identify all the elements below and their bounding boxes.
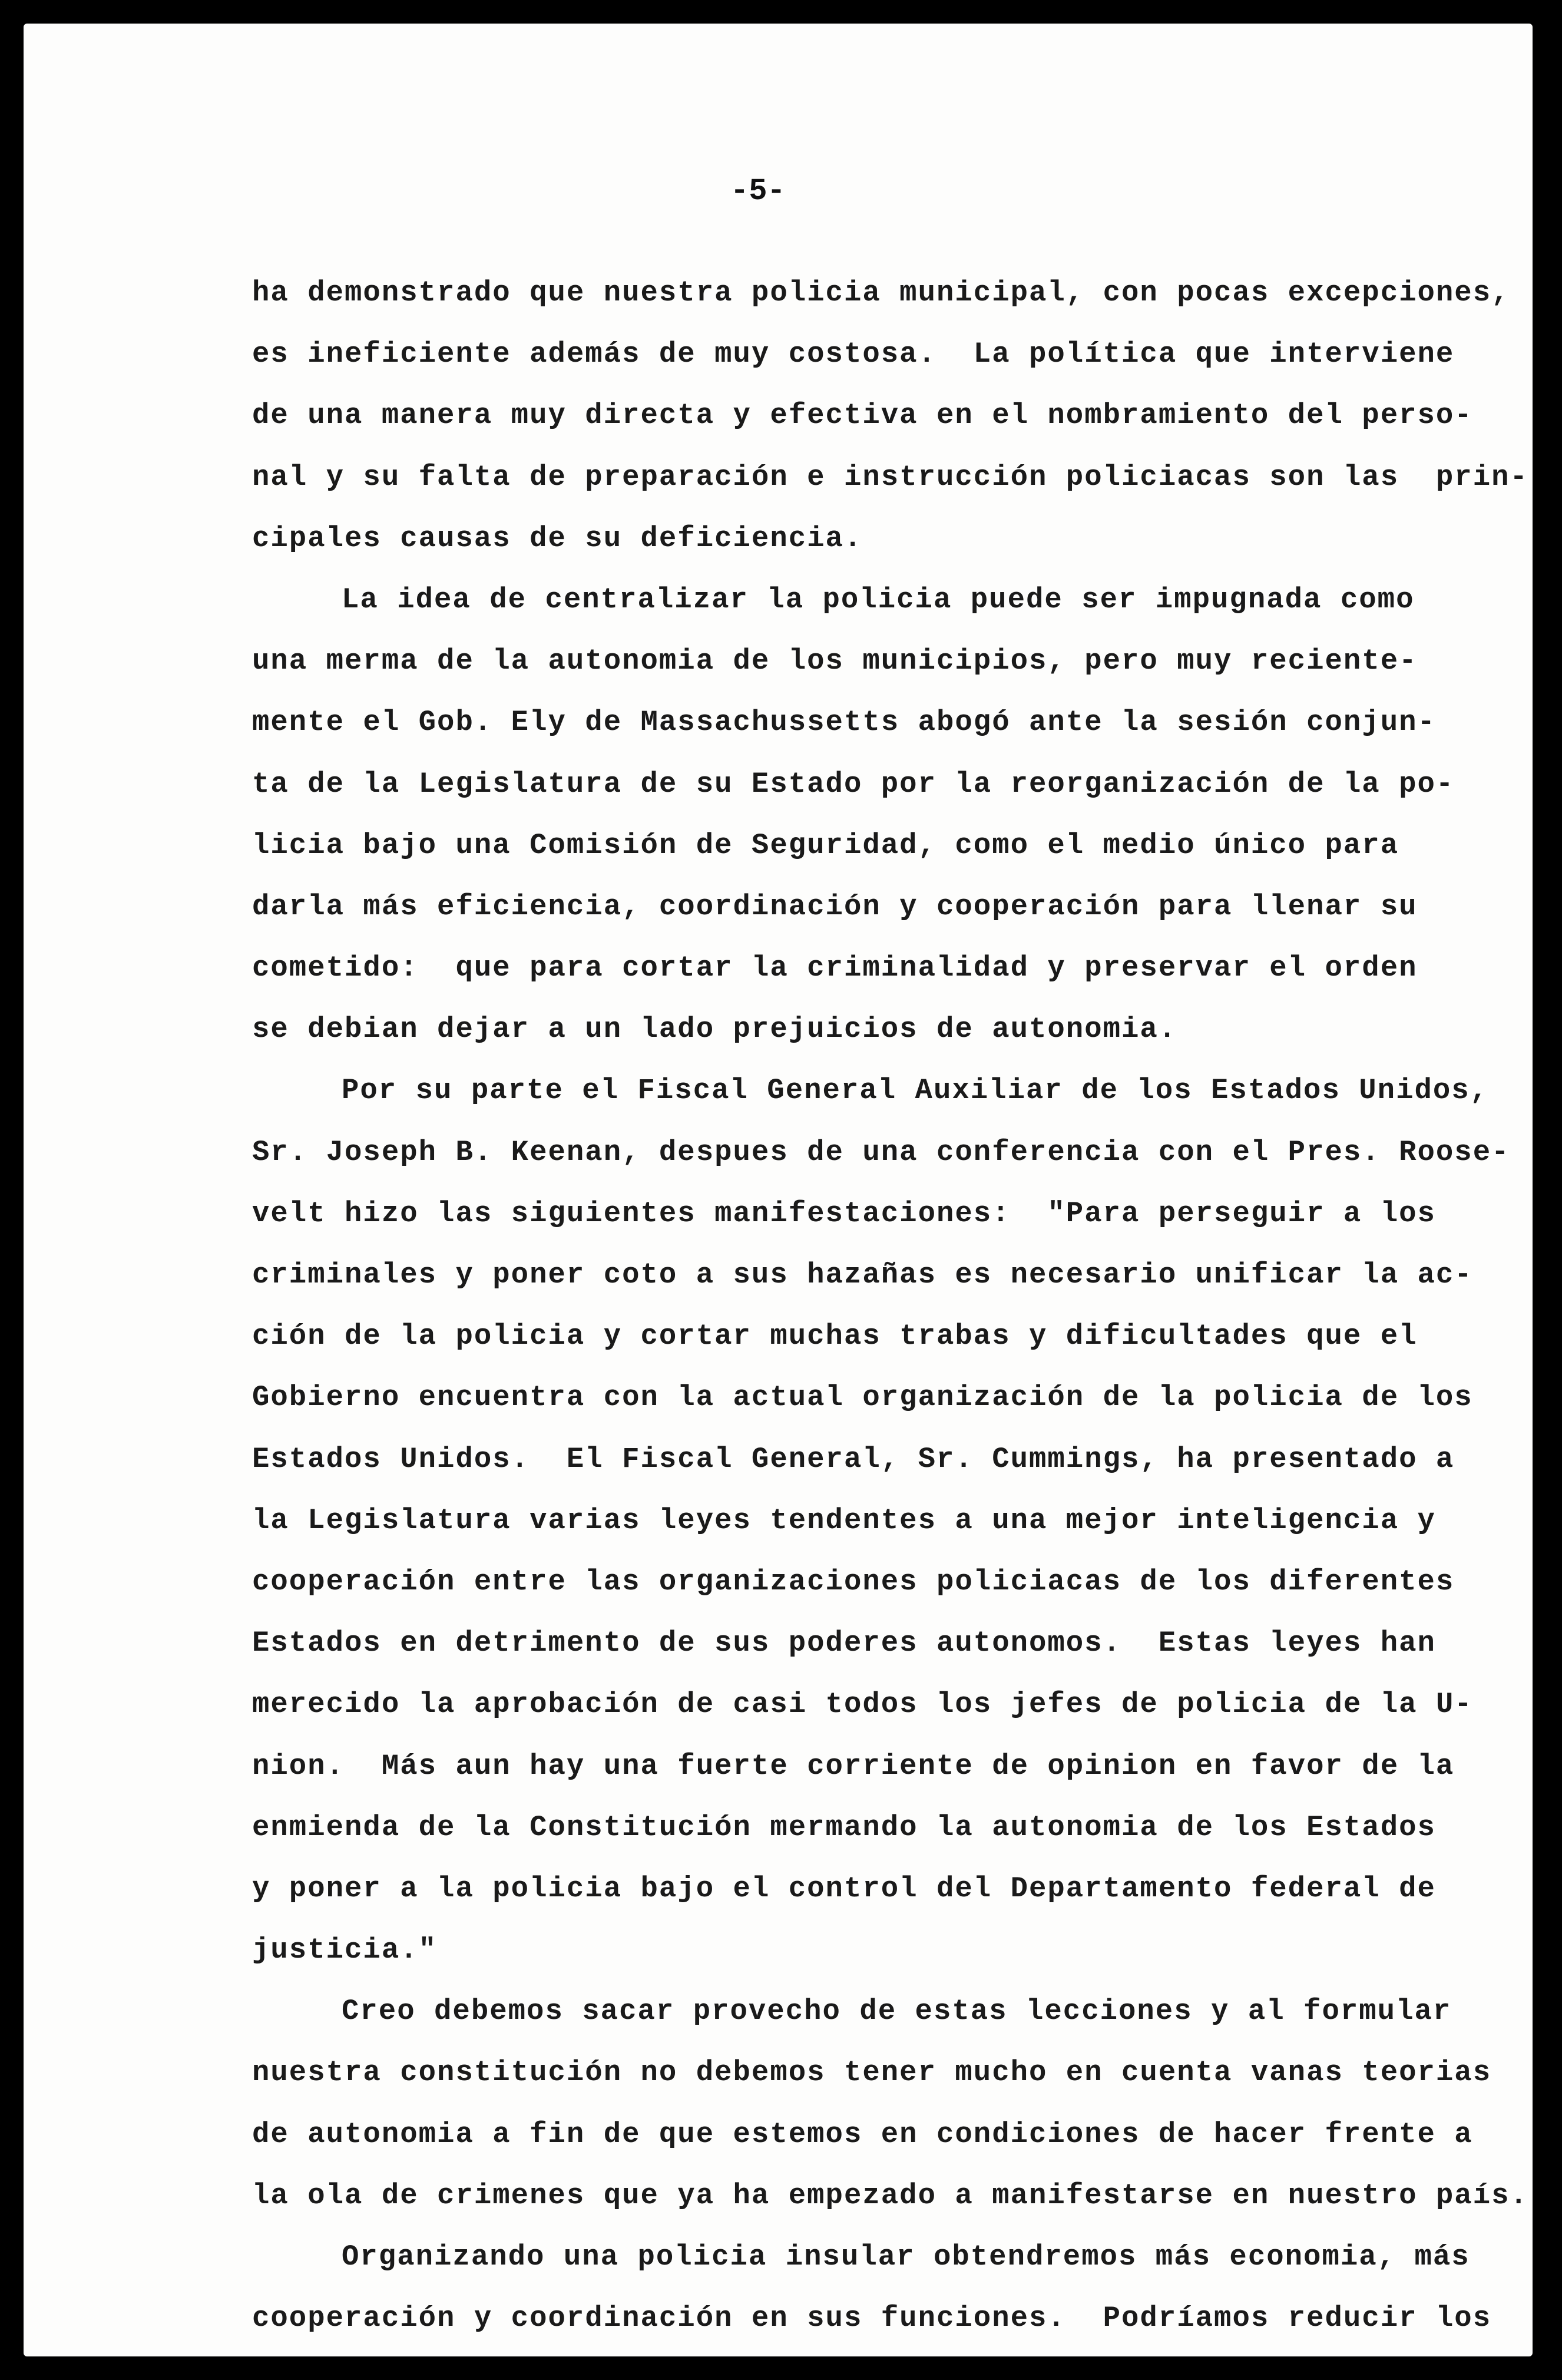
text-line: criminales y poner coto a sus hazañas es necesario unificar la ac- bbox=[252, 1258, 1473, 1291]
text-line: ha demonstrado que nuestra policia municipal, con pocas excepciones, bbox=[252, 276, 1510, 309]
text-line: cooperación entre las organizaciones policiacas de los diferentes bbox=[252, 1565, 1455, 1598]
text-line: una merma de la autonomia de los municipios, pero muy reciente- bbox=[252, 644, 1418, 678]
text-line: nal y su falta de preparación e instrucción policiacas son las prin- bbox=[252, 460, 1528, 494]
text-line: darla más eficiencia, coordinación y cooperación para llenar su bbox=[252, 890, 1418, 923]
text-line: justicia." bbox=[252, 1933, 438, 1967]
text-line: enmienda de la Constitución mermando la autonomia de los Estados bbox=[252, 1810, 1436, 1844]
text-line: nion. Más aun hay una fuerte corriente de opinion en favor de la bbox=[252, 1749, 1455, 1783]
text-line: Sr. Joseph B. Keenan, despues de una conferencia con el Pres. Roose- bbox=[252, 1135, 1510, 1169]
text-line: mente el Gob. Ely de Massachussetts abogó ante la sesión conjun- bbox=[252, 706, 1436, 739]
text-line: de una manera muy directa y efectiva en el nombramiento del perso- bbox=[252, 399, 1473, 432]
paragraph-start-line: La idea de centralizar la policia puede ser impugnada como bbox=[342, 583, 1415, 616]
document-page bbox=[24, 24, 1533, 2356]
paragraph-start-line: Creo debemos sacar provecho de estas lecciones y al formular bbox=[342, 1995, 1452, 2028]
paragraph-start-line: Por su parte el Fiscal General Auxiliar de los Estados Unidos, bbox=[342, 1074, 1489, 1108]
text-line: cooperación y coordinación en sus funciones. Podríamos reducir los bbox=[252, 2302, 1492, 2335]
text-line: se debian dejar a un lado prejuicios de autonomia. bbox=[252, 1013, 1177, 1046]
text-line: ción de la policia y cortar muchas trabas y dificultades que el bbox=[252, 1320, 1418, 1353]
text-line: de autonomia a fin de que estemos en condiciones de hacer frente a bbox=[252, 2117, 1473, 2151]
text-line: es ineficiente además de muy costosa. La política que interviene bbox=[252, 338, 1455, 371]
text-line: cometido: que para cortar la criminalidad y preservar el orden bbox=[252, 951, 1418, 985]
text-line: ta de la Legislatura de su Estado por la reorganización de la po- bbox=[252, 767, 1455, 801]
text-line: merecido la aprobación de casi todos los jefes de policia de la U- bbox=[252, 1688, 1473, 1721]
page-number: -5- bbox=[730, 174, 786, 209]
text-line: Gobierno encuentra con la actual organización de la policia de los bbox=[252, 1381, 1473, 1414]
text-line: velt hizo las siguientes manifestaciones: "Para perseguir a los bbox=[252, 1196, 1436, 1230]
paragraph-start-line: Organizando una policia insular obtendremos más economia, más bbox=[342, 2240, 1470, 2273]
text-line: la ola de crimenes que ya ha empezado a manifestarse en nuestro país. bbox=[252, 2179, 1528, 2212]
text-line: Estados Unidos. El Fiscal General, Sr. Cummings, ha presentado a bbox=[252, 1442, 1455, 1476]
body-text bbox=[252, 262, 1528, 2349]
text-line: Estados en detrimento de sus poderes autonomos. Estas leyes han bbox=[252, 1627, 1436, 1660]
text-line: y poner a la policia bajo el control del Departamento federal de bbox=[252, 1872, 1436, 1905]
text-line: cipales causas de su deficiencia. bbox=[252, 521, 863, 555]
text-line: nuestra constitución no debemos tener mucho en cuenta vanas teorias bbox=[252, 2056, 1492, 2090]
text-line: la Legislatura varias leyes tendentes a una mejor inteligencia y bbox=[252, 1503, 1436, 1537]
text-line: licia bajo una Comisión de Seguridad, como el medio único para bbox=[252, 828, 1399, 862]
